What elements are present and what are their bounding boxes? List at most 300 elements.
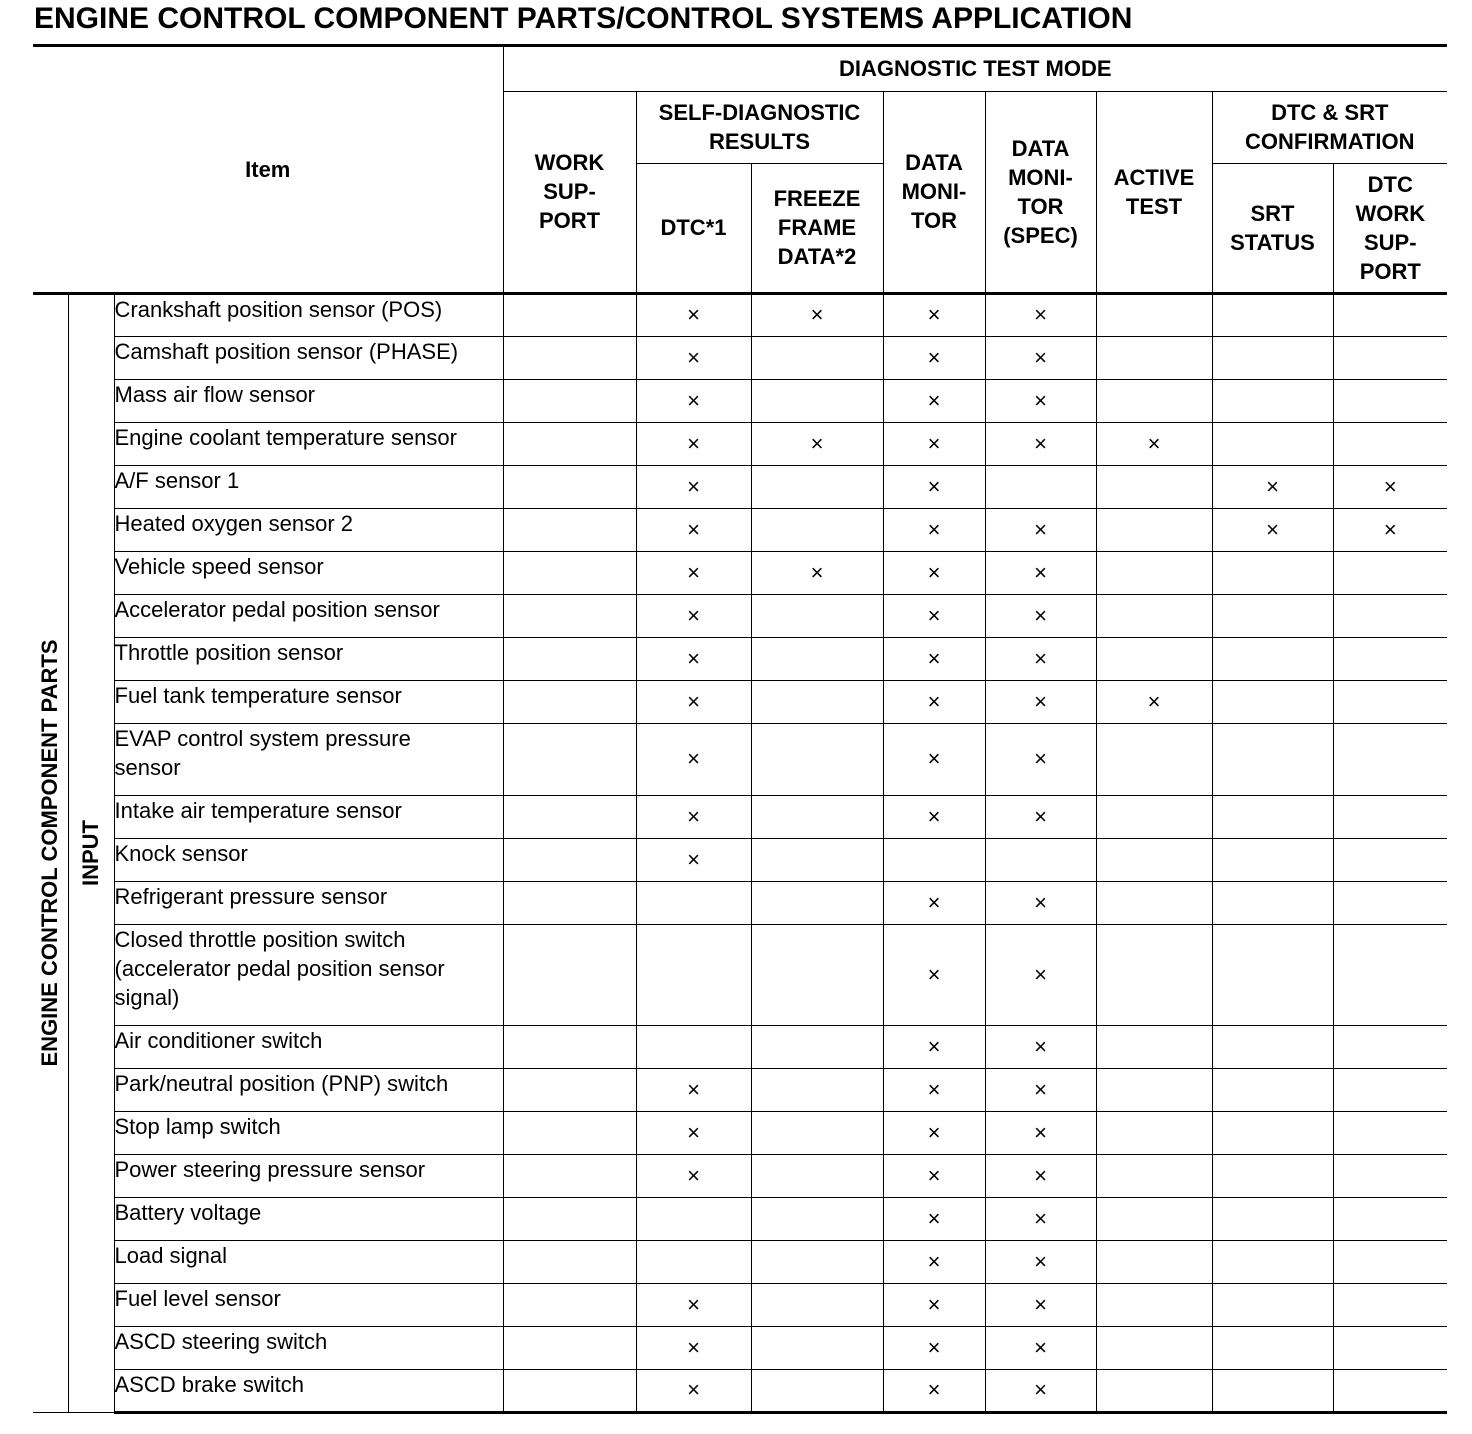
dtc-cell (636, 594, 751, 637)
freeze-frame-data-cell (751, 838, 883, 881)
freeze-frame-data-cell (751, 551, 883, 594)
applicable-mark: × (927, 746, 941, 771)
data-monitor-cell (883, 551, 985, 594)
data-monitor-cell (883, 637, 985, 680)
applicable-mark: × (927, 516, 941, 542)
work-support-cell (503, 1068, 636, 1111)
table-row (33, 508, 1447, 551)
data-monitor-spec-cell (985, 1283, 1096, 1326)
work-support-cell (503, 680, 636, 723)
dtc-cell (636, 1240, 751, 1283)
applicable-mark: × (1034, 1248, 1047, 1274)
dtc-cell (636, 379, 751, 422)
group-label-cell (33, 293, 68, 1412)
item-name-line: EVAP control system pressure (114, 725, 411, 751)
applicable-mark: × (927, 430, 941, 456)
table-row (33, 1068, 1447, 1111)
applicable-mark: × (687, 1119, 700, 1145)
item-name (114, 1240, 503, 1283)
srt-status-cell (1212, 551, 1333, 594)
item-name-line: ASCD brake switch (114, 1371, 305, 1397)
applicable-mark: × (927, 889, 941, 915)
item-name-line: Battery voltage (114, 1199, 262, 1225)
dtc-work-support-cell (1333, 1283, 1447, 1326)
item-name (114, 1283, 503, 1326)
data-monitor-spec-cell (985, 924, 1096, 1025)
dtc-cell (636, 1197, 751, 1240)
group-label: ENGINE CONTROL COMPONENT PARTS (37, 639, 63, 1067)
work-support-cell (503, 551, 636, 594)
applicable-mark: × (1034, 602, 1047, 628)
item-name-line: Heated oxygen sensor 2 (114, 510, 353, 536)
data-monitor-cell (883, 838, 985, 881)
data-monitor-spec-cell (985, 838, 1096, 881)
table-row (33, 680, 1447, 723)
srt-status-cell (1212, 465, 1333, 508)
active-test-cell (1096, 680, 1212, 723)
dtc-work-support-cell (1333, 1111, 1447, 1154)
header-line: DATA (1011, 135, 1070, 161)
data-monitor-cell (883, 336, 985, 379)
applicable-mark: × (1034, 1205, 1047, 1231)
self-diagnostic-results-header (636, 91, 883, 163)
header-line: ACTIVE (1113, 164, 1195, 190)
work-support-cell (503, 422, 636, 465)
active-test-cell (1096, 1111, 1212, 1154)
table-row (33, 1240, 1447, 1283)
srt-status-cell (1212, 1326, 1333, 1369)
dtc-cell (636, 838, 751, 881)
applicable-mark: × (687, 1334, 700, 1360)
work-support-cell (503, 379, 636, 422)
applicable-mark: × (1034, 430, 1047, 456)
item-name (114, 293, 503, 336)
item-name (114, 1025, 503, 1068)
work-support-cell (503, 1326, 636, 1369)
srt-status-header (1212, 163, 1333, 293)
applicable-mark: × (1034, 1377, 1047, 1402)
work-support-cell (503, 924, 636, 1025)
header-line: SUP- (1364, 229, 1417, 255)
dtc-cell (636, 1154, 751, 1197)
applicable-mark: × (1034, 1076, 1047, 1102)
data-monitor-spec-cell (985, 881, 1096, 924)
active-test-cell (1096, 838, 1212, 881)
applicable-mark: × (810, 302, 824, 327)
active-test-cell (1096, 508, 1212, 551)
item-name (114, 1068, 503, 1111)
data-monitor-cell (883, 795, 985, 838)
work-support-cell (503, 508, 636, 551)
item-header: Item (33, 47, 503, 293)
dtc-work-support-cell (1333, 551, 1447, 594)
applicable-mark: × (687, 1291, 700, 1317)
table-row (33, 594, 1447, 637)
data-monitor-spec-cell (985, 379, 1096, 422)
dtc-cell (636, 293, 751, 336)
freeze-frame-data-cell (751, 594, 883, 637)
item-name (114, 422, 503, 465)
item-name (114, 838, 503, 881)
data-monitor-spec-cell (985, 723, 1096, 795)
applicable-mark: × (927, 302, 941, 327)
data-monitor-spec-cell (985, 1111, 1096, 1154)
application-table (33, 47, 1447, 1414)
applicable-mark: × (927, 688, 941, 714)
applicable-mark: × (687, 302, 700, 327)
applicable-mark: × (927, 344, 941, 370)
table-row (33, 1197, 1447, 1240)
srt-status-cell (1212, 1197, 1333, 1240)
header-line: TOR (910, 208, 958, 233)
freeze-frame-data-cell (751, 1369, 883, 1412)
srt-status-cell (1212, 508, 1333, 551)
item-name-line: Knock sensor (114, 840, 248, 866)
data-monitor-spec-cell (985, 336, 1096, 379)
active-test-cell (1096, 551, 1212, 594)
freeze-frame-data-cell (751, 1068, 883, 1111)
dtc-work-support-cell (1333, 594, 1447, 637)
dtc-cell (636, 924, 751, 1025)
header-line: PORT (538, 208, 601, 233)
freeze-frame-data-cell (751, 881, 883, 924)
srt-status-cell (1212, 1240, 1333, 1283)
dtc-cell (636, 1369, 751, 1412)
item-name (114, 336, 503, 379)
header-line: SUP- (543, 179, 596, 204)
dtc-cell (636, 1068, 751, 1111)
freeze-frame-data-cell (751, 422, 883, 465)
srt-status-cell (1212, 1025, 1333, 1068)
header-line: MONI- (901, 179, 967, 204)
item-name-line: Fuel level sensor (114, 1285, 281, 1311)
dtc-cell (636, 1111, 751, 1154)
item-name-line: Camshaft position sensor (PHASE) (114, 338, 459, 364)
dtc-srt-confirmation-header (1212, 91, 1447, 163)
work-support-cell (503, 723, 636, 795)
active-test-cell (1096, 1197, 1212, 1240)
header-line: SRT (1250, 200, 1295, 226)
work-support-cell (503, 1369, 636, 1412)
header-line: DATA (905, 150, 963, 175)
item-name-line: sensor (114, 754, 181, 780)
applicable-mark: × (1034, 645, 1047, 671)
table-row (33, 795, 1447, 838)
freeze-frame-data-cell (751, 1197, 883, 1240)
item-name (114, 465, 503, 508)
item-name-line: Air conditioner switch (114, 1027, 323, 1053)
active-test-cell (1096, 723, 1212, 795)
dtc-cell (636, 680, 751, 723)
item-name (114, 1326, 503, 1369)
applicable-mark: × (1034, 559, 1047, 585)
item-name (114, 723, 503, 795)
work-support-cell (503, 1240, 636, 1283)
data-monitor-cell (883, 680, 985, 723)
active-test-cell (1096, 594, 1212, 637)
srt-status-cell (1212, 1154, 1333, 1197)
item-name-line: Vehicle speed sensor (114, 553, 324, 579)
table-row (33, 422, 1447, 465)
applicable-mark: × (927, 1162, 941, 1188)
applicable-mark: × (927, 1291, 941, 1317)
table-row (33, 723, 1447, 795)
table-row (33, 1111, 1447, 1154)
table-row (33, 465, 1447, 508)
item-name (114, 881, 503, 924)
srt-status-cell (1212, 422, 1333, 465)
dtc-cell (636, 881, 751, 924)
active-test-cell (1096, 1025, 1212, 1068)
item-name-line: Power steering pressure sensor (114, 1156, 426, 1182)
header-line: (SPEC) (1003, 222, 1078, 248)
applicable-mark: × (810, 430, 824, 456)
dtc-work-support-cell (1333, 723, 1447, 795)
active-test-cell (1096, 1068, 1212, 1111)
srt-status-cell (1212, 1369, 1333, 1412)
active-test-cell (1096, 336, 1212, 379)
applicable-mark: × (1383, 516, 1397, 542)
dtc-work-support-cell (1333, 795, 1447, 838)
applicable-mark: × (1034, 344, 1047, 370)
header-line: MONI- (1008, 164, 1073, 190)
applicable-mark: × (927, 387, 941, 413)
freeze-frame-data-cell (751, 1240, 883, 1283)
srt-status-cell (1212, 680, 1333, 723)
item-name (114, 924, 503, 1025)
item-name-line: Refrigerant pressure sensor (114, 883, 388, 909)
item-name-line: Fuel tank temperature sensor (114, 682, 402, 708)
applicable-mark: × (687, 602, 700, 628)
table-row (33, 637, 1447, 680)
dtc-cell (636, 637, 751, 680)
header-line: CONFIRMATION (1245, 129, 1415, 154)
srt-status-cell (1212, 293, 1333, 336)
item-name (114, 379, 503, 422)
header-line: DTC & SRT (1271, 100, 1389, 125)
data-monitor-spec-cell (985, 1326, 1096, 1369)
dtc-cell (636, 422, 751, 465)
applicable-mark: × (1147, 688, 1161, 714)
table-row (33, 881, 1447, 924)
header-line: TOR (1017, 193, 1064, 219)
applicable-mark: × (927, 1076, 941, 1102)
data-monitor-cell (883, 379, 985, 422)
item-name (114, 637, 503, 680)
dtc-work-support-cell (1333, 1326, 1447, 1369)
item-name (114, 1197, 503, 1240)
data-monitor-cell (883, 508, 985, 551)
srt-status-cell (1212, 924, 1333, 1025)
applicable-mark: × (1034, 1119, 1047, 1145)
srt-status-cell (1212, 594, 1333, 637)
applicable-mark: × (687, 387, 700, 413)
dtc-work-support-cell (1333, 293, 1447, 336)
data-monitor-spec-cell (985, 465, 1096, 508)
item-name-line: (accelerator pedal position sensor (114, 955, 445, 981)
item-name-line: Intake air temperature sensor (114, 797, 402, 823)
freeze-frame-data-cell (751, 465, 883, 508)
applicable-mark: × (927, 961, 941, 987)
active-test-cell (1096, 795, 1212, 838)
item-name-line: Accelerator pedal position sensor (114, 596, 440, 622)
item-name (114, 1154, 503, 1197)
item-name (114, 1369, 503, 1412)
data-monitor-spec-cell (985, 1025, 1096, 1068)
applicable-mark: × (1034, 688, 1047, 714)
dtc-cell (636, 551, 751, 594)
applicable-mark: × (687, 1377, 700, 1402)
applicable-mark: × (927, 1334, 941, 1360)
active-test-header (1096, 91, 1212, 293)
dtc-work-support-cell (1333, 924, 1447, 1025)
active-test-cell (1096, 1283, 1212, 1326)
srt-status-cell (1212, 838, 1333, 881)
data-monitor-cell (883, 1283, 985, 1326)
applicable-mark: × (1147, 430, 1161, 456)
dtc-work-support-cell (1333, 465, 1447, 508)
active-test-cell (1096, 293, 1212, 336)
active-test-cell (1096, 1369, 1212, 1412)
applicable-mark: × (687, 473, 700, 499)
work-support-cell (503, 1025, 636, 1068)
header-line: TEST (1125, 193, 1183, 219)
item-name-line: Closed throttle position switch (114, 926, 406, 952)
data-monitor-header (883, 91, 985, 293)
work-support-cell (503, 795, 636, 838)
freeze-frame-data-cell (751, 1326, 883, 1369)
freeze-frame-data-cell (751, 924, 883, 1025)
dtc-work-support-cell (1333, 422, 1447, 465)
applicable-mark: × (1034, 1291, 1047, 1317)
table-row (33, 379, 1447, 422)
work-support-cell (503, 465, 636, 508)
dtc-work-support-cell (1333, 508, 1447, 551)
header-line: WORK (1355, 200, 1426, 226)
item-name (114, 551, 503, 594)
dtc-cell (636, 723, 751, 795)
applicable-mark: × (687, 803, 700, 829)
data-monitor-cell (883, 293, 985, 336)
header-line: DTC (1367, 171, 1413, 197)
item-name-line: Mass air flow sensor (114, 381, 316, 407)
work-support-cell (503, 1111, 636, 1154)
data-monitor-cell (883, 1240, 985, 1283)
work-support-cell (503, 594, 636, 637)
applicable-mark: × (927, 803, 941, 829)
item-name (114, 594, 503, 637)
work-support-cell (503, 336, 636, 379)
header-line: PORT (1359, 258, 1421, 284)
applicable-mark: × (1383, 473, 1397, 499)
applicable-mark: × (687, 645, 700, 671)
item-name-line: A/F sensor 1 (114, 467, 240, 493)
table-row (33, 838, 1447, 881)
item-name-line: signal) (114, 984, 180, 1010)
applicable-mark: × (810, 559, 824, 585)
table-row (33, 1025, 1447, 1068)
item-name-line: ASCD steering switch (114, 1328, 328, 1354)
table-row (33, 924, 1447, 1025)
dtc-cell (636, 336, 751, 379)
applicable-mark: × (927, 1119, 941, 1145)
page-title: ENGINE CONTROL COMPONENT PARTS/CONTROL SYSTEMS APPLICATION (34, 2, 1133, 35)
data-monitor-spec-cell (985, 795, 1096, 838)
active-test-cell (1096, 379, 1212, 422)
applicable-mark: × (927, 1377, 941, 1402)
header-line: STATUS (1230, 229, 1315, 255)
freeze-frame-data-cell (751, 1025, 883, 1068)
data-monitor-spec-cell (985, 1154, 1096, 1197)
applicable-mark: × (687, 846, 700, 872)
data-monitor-spec-cell (985, 1240, 1096, 1283)
active-test-cell (1096, 881, 1212, 924)
applicable-mark: × (687, 430, 700, 456)
srt-status-cell (1212, 1068, 1333, 1111)
header-line: RESULTS (708, 129, 811, 154)
item-name (114, 795, 503, 838)
srt-status-cell (1212, 379, 1333, 422)
item-name-line: Throttle position sensor (114, 639, 344, 665)
dtc-cell (636, 1326, 751, 1369)
header-line: WORK (534, 150, 605, 175)
applicable-mark: × (1266, 473, 1279, 499)
applicable-mark: × (1034, 803, 1047, 829)
srt-status-cell (1212, 637, 1333, 680)
dtc-cell (636, 1283, 751, 1326)
data-monitor-spec-cell (985, 1197, 1096, 1240)
data-monitor-spec-cell (985, 594, 1096, 637)
applicable-mark: × (927, 559, 941, 585)
dtc-work-support-cell (1333, 1197, 1447, 1240)
header-line: DATA*2 (777, 244, 857, 269)
data-monitor-spec-header (985, 91, 1096, 293)
applicable-mark: × (687, 1162, 700, 1188)
freeze-frame-data-cell (751, 1111, 883, 1154)
data-monitor-cell (883, 1025, 985, 1068)
data-monitor-cell (883, 1111, 985, 1154)
data-monitor-spec-cell (985, 637, 1096, 680)
applicable-mark: × (1034, 889, 1047, 915)
table-row (33, 1154, 1447, 1197)
work-support-cell (503, 881, 636, 924)
freeze-frame-data-cell (751, 795, 883, 838)
applicable-mark: × (1034, 302, 1047, 327)
header-line: SELF-DIAGNOSTIC (658, 100, 861, 125)
data-monitor-spec-cell (985, 680, 1096, 723)
dtc-work-support-cell (1333, 1240, 1447, 1283)
srt-status-cell (1212, 336, 1333, 379)
work-support-cell (503, 637, 636, 680)
dtc-cell (636, 1025, 751, 1068)
dtc-work-support-cell (1333, 838, 1447, 881)
data-monitor-cell (883, 422, 985, 465)
table-row (33, 551, 1447, 594)
work-support-cell (503, 1283, 636, 1326)
applicable-mark: × (927, 473, 941, 499)
item-name-line: Stop lamp switch (114, 1113, 281, 1139)
dtc-work-support-cell (1333, 1068, 1447, 1111)
applicable-mark: × (927, 1033, 941, 1059)
data-monitor-cell (883, 1154, 985, 1197)
applicable-mark: × (1034, 1334, 1047, 1360)
table-row (33, 1326, 1447, 1369)
work-support-cell (503, 293, 636, 336)
table-row (33, 1283, 1447, 1326)
freeze-frame-data-cell (751, 336, 883, 379)
work-support-cell (503, 1154, 636, 1197)
dtc-work-support-header (1333, 163, 1447, 293)
